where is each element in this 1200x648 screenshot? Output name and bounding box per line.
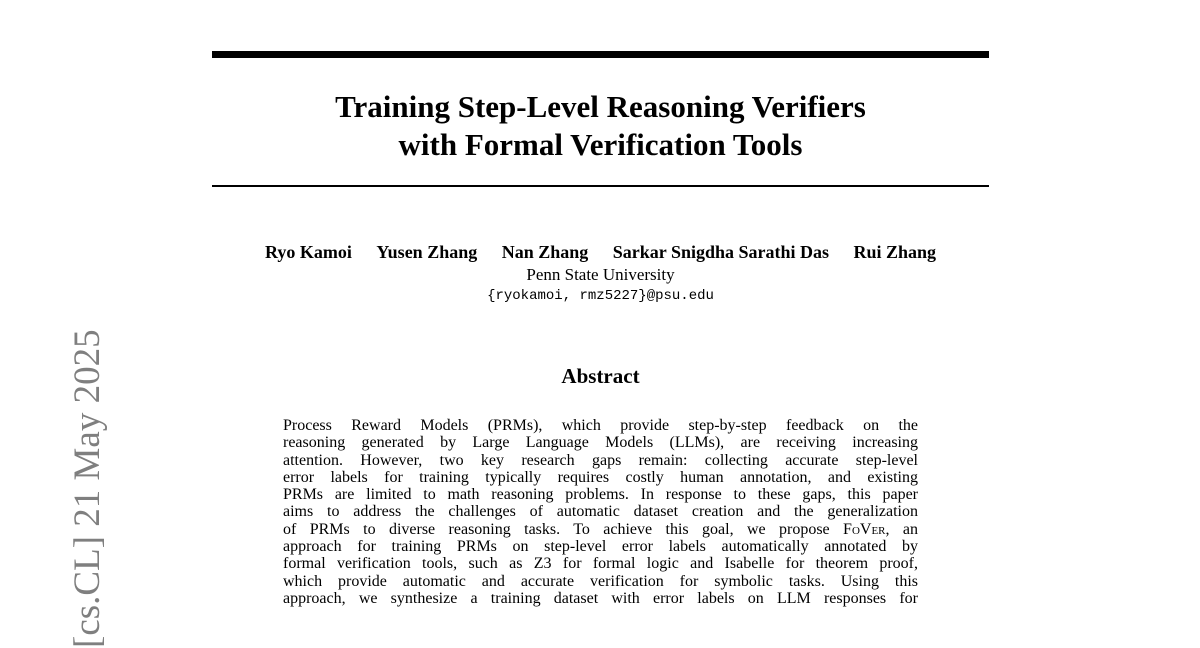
author-name: Sarkar Snigdha Sarathi Das — [612, 242, 829, 262]
arxiv-stamp-text: [cs.CL] 21 May 2025 — [67, 329, 108, 648]
title-line-2: with Formal Verification Tools — [398, 127, 803, 162]
abstract-line: aims to address the challenges of automatic dataset creation and the generalization — [283, 503, 918, 521]
author-name: Nan Zhang — [501, 242, 589, 262]
abstract-line: which provide automatic and accurate verification for symbolic tasks. Using this — [283, 572, 918, 590]
title-top-rule — [212, 51, 989, 58]
title-bottom-rule — [212, 185, 989, 187]
affiliation: Penn State University — [526, 265, 675, 284]
abstract-line: approach for training PRMs on step-level error labels automatically annotated by — [283, 538, 918, 556]
abstract-line: formal verification tools, such as Z3 for formal logic and Isabelle for theorem proof, — [283, 555, 918, 573]
abstract-body — [283, 417, 918, 607]
author-list — [212, 241, 989, 263]
abstract-heading: Abstract — [561, 364, 640, 388]
title-line-1: Training Step-Level Reasoning Verifiers — [335, 89, 866, 124]
abstract-line: PRMs are limited to math reasoning problems. In response to these gaps, this paper — [283, 486, 918, 504]
abstract-line: Process Reward Models (PRMs), which provide step-by-step feedback on the — [283, 417, 918, 434]
arxiv-stamp — [28, 325, 108, 648]
abstract-line: error labels for training typically requires costly human annotation, and existing — [283, 468, 918, 486]
paper-title — [212, 88, 989, 164]
author-name: Yusen Zhang — [376, 242, 478, 262]
abstract-line: attention. However, two key research gaps remain: collecting accurate step-level — [283, 451, 918, 469]
contact-email[interactable]: {ryokamoi, rmz5227}@psu.edu — [487, 288, 714, 304]
abstract-line-with-method — [283, 521, 918, 538]
author-name: Rui Zhang — [853, 242, 937, 262]
abstract-line: approach, we synthesize a training dataset with error labels on LLM responses for — [283, 589, 918, 607]
author-name: Ryo Kamoi — [264, 242, 352, 262]
abstract-line-text: of PRMs to diverse reasoning tasks. To achieve this goal, we propose — [283, 520, 844, 538]
method-name: FoVer — [843, 520, 886, 538]
abstract-line-suffix: , an — [885, 520, 918, 538]
abstract-line: reasoning generated by Large Language Models (LLMs), are receiving increasing — [283, 434, 918, 452]
